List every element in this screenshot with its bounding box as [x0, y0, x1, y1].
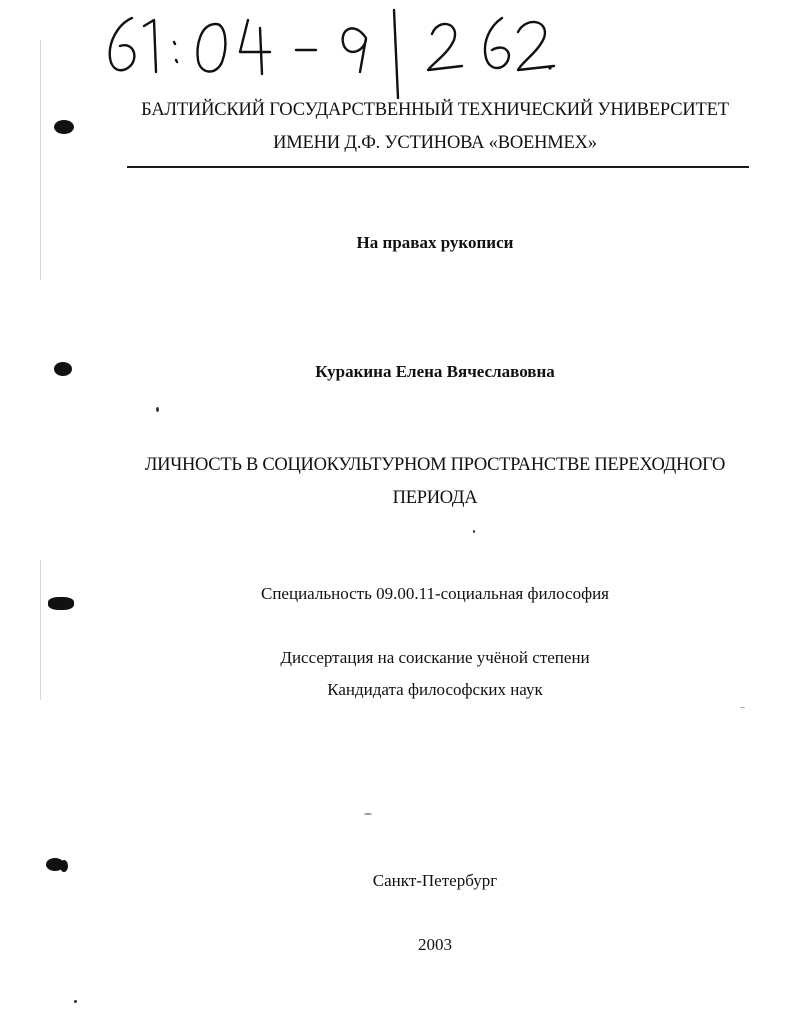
author-name: Куракина Елена Вячеславовна — [315, 362, 555, 381]
scan-speck — [740, 707, 745, 708]
university-name-line1: БАЛТИЙСКИЙ ГОСУДАРСТВЕННЫЙ ТЕХНИЧЕСКИЙ УНИВЕРСИТЕТ — [141, 100, 729, 120]
header-rule — [127, 166, 749, 168]
scan-speck — [74, 1000, 77, 1003]
year: 2003 — [418, 935, 452, 954]
scan-speck — [364, 813, 372, 815]
punch-hole — [54, 120, 74, 134]
scan-margin-line — [40, 560, 41, 700]
city: Санкт-Петербург — [372, 871, 498, 890]
specialty: Специальность 09.00.11-социальная философия — [260, 584, 610, 603]
degree-line1: Диссертация на соискание учёной степени — [280, 648, 590, 667]
university-name-line2: ИМЕНИ Д.Ф. УСТИНОВА «ВОЕНМЕХ» — [273, 133, 597, 153]
dissertation-title-line2: ПЕРИОДА — [392, 488, 478, 508]
scan-speck — [473, 530, 475, 533]
dissertation-title-line1: ЛИЧНОСТЬ В СОЦИОКУЛЬТУРНОМ ПРОСТРАНСТВЕ ПЕРЕХОДНОГО — [144, 455, 726, 475]
handwritten-archive-number — [98, 2, 568, 102]
degree-line2: Кандидата философских наук — [327, 680, 543, 699]
scan-speck — [156, 407, 159, 412]
manuscript-note: На правах рукописи — [356, 233, 514, 252]
